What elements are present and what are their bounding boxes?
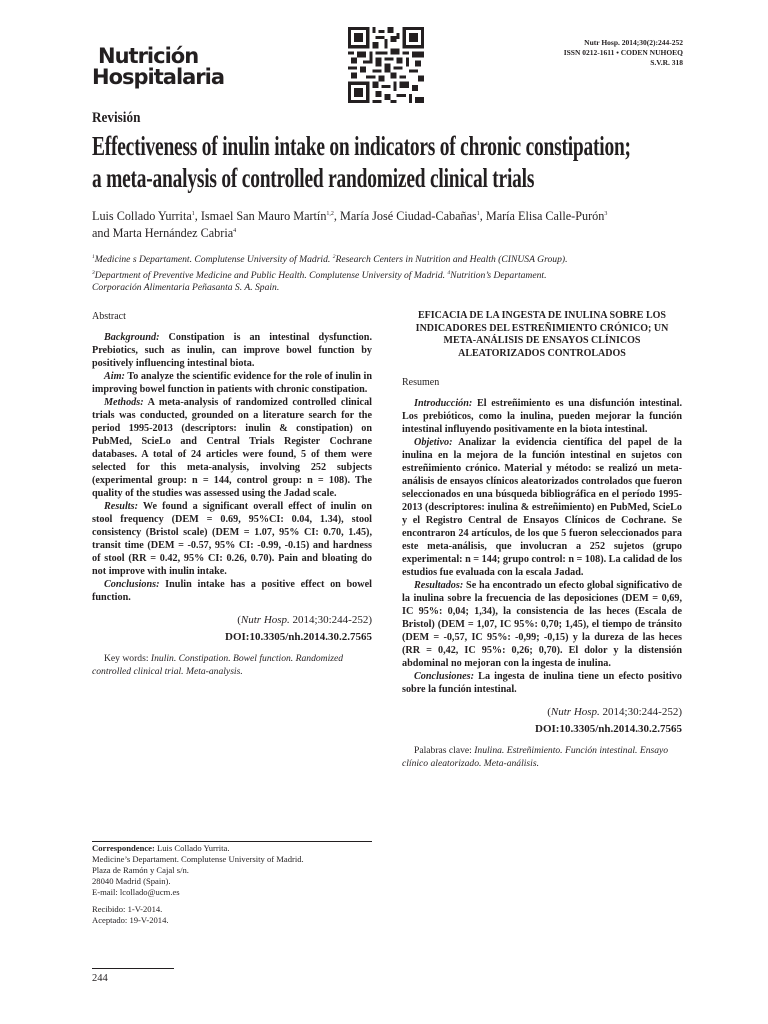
title-line-1: Effectiveness of inulin intake on indicators of chronic constipation; [92, 131, 631, 161]
correspondence-name: Luis Collado Yurrita. [154, 843, 230, 853]
journal-svr: S.V.R. 318 [650, 58, 683, 67]
spanish-title: EFICACIA DE LA INGESTA DE INULINA SOBRE LOS INDICADORES DEL ESTREÑIMIENTO CRÓNICO; UN META-ANÁLISIS DE ENSAYOS CLÍNICOS ALEATORIZADOS CONTROLADOS [415, 310, 669, 359]
correspondence-address: Plaza de Ramón y Cajal s/n. [92, 865, 189, 875]
keywords-values: Inulin. Constipation. Bowel function. Randomized controlled clinical trial. Meta-analysis. [92, 653, 344, 677]
doi-link[interactable]: DOI:10.3305/nh.2014.30.2.7565 [225, 631, 372, 643]
journal-logo [92, 46, 224, 88]
author-name: Luis Collado Yurrita [92, 209, 192, 224]
abstract-paragraph [92, 331, 372, 370]
paragraph-lead: Conclusions: [104, 579, 160, 590]
author-name: Ismael San Mauro Martín [200, 209, 327, 224]
resumen-paragraph [402, 670, 682, 696]
correspondence-email[interactable]: E-mail: lcollado@ucm.es [92, 887, 180, 897]
paragraph-text: El estreñimiento es una disfunción intestinal. Los prebióticos, como la inulina, pueden mejorar la función intestinal influyendo positivamente en la biota intestinal. [402, 398, 682, 435]
paragraph-text: We found a significant overall effect of inulin on stool frequency (DEM = 0.69, 95%CI: 0.04, 1.34), stool consistency (Bristol scale) (DEM = 1.07, 95% CI: 0.70, 1.45), transit time (DEM = -0.57, 95% CI: -0.99, -0.15) and hardness of stool (RR = 0.42, 95% CI: 0.26, 0.70). Pain and bloating do not improve with inulin intake. [92, 501, 372, 577]
cite-journal: Nutr Hosp. [550, 706, 600, 718]
cite-prefix: ( [237, 614, 241, 626]
abstract-paragraph [92, 578, 372, 604]
keywords-label: Key words: [104, 653, 151, 664]
affil-sup: 2 [332, 254, 336, 260]
doi-link[interactable]: DOI:10.3305/nh.2014.30.2.7565 [535, 723, 682, 735]
abstract-paragraph [92, 370, 372, 396]
author-sup: 1 [476, 211, 480, 217]
author-list: Luis Collado Yurrita$^1$, Ismael San Mauro Martín$^{1,2}$, María José Ciudad-Cabañas$^1$, María Elisa Calle-Purón$^3$ and Marta Hernández Cabria$^4$ [92, 209, 608, 241]
affiliation: Corporación Alimentaria Peñasanta S. A. Spain. [92, 282, 280, 294]
author-sup: 4 [233, 228, 237, 235]
affiliation: Nutrition’s Departament. [450, 269, 547, 281]
abstract-heading: Abstract [92, 311, 126, 322]
paragraph-text: To analyze the scientific evidence for the role of inulin in improving bowel function in patients with chronic constipation. [92, 371, 372, 395]
keywords-label: Palabras clave: [414, 745, 475, 756]
author-sup: 3 [604, 211, 608, 217]
keywords [92, 652, 372, 678]
paragraph-lead: Results: [104, 501, 138, 512]
author-sup: 1,2 [326, 211, 334, 217]
paragraph-text: Inulin intake has a positive effect on bowel function. [92, 579, 372, 603]
accepted-date: Aceptado: 19-V-2014. [92, 915, 169, 925]
resumen-heading: Resumen [402, 377, 440, 388]
paragraph-text: Analizar la evidencia científica del papel de la inulina en la mejora de la función intestinal en sujetos con estreñimiento crónico. Material y método: se realizó un meta-análisis de ensayos clínicos aleatorizados controlados que fueron seleccionados en una búsqueda bibliográfica en el período 1995-2013 (descriptores: inulina & estreñimiento) en PubMed, ScieLo y el Registro Central de Ensayos Clínicos de Cochrane. Se encontraron 24 artículos, de los que 5 fueron seleccionados para este meta-análisis, que involucran a 252 sujetos (grupo experimental: n = 144; grupo control: n = 108). La calidad de los estudios fue evaluada con la escala Jadad. [402, 437, 682, 578]
page-number-divider [92, 968, 174, 969]
abstract-paragraph [92, 396, 372, 500]
affil-sup: 3 [92, 269, 95, 276]
paragraph-lead: Conclusiones: [414, 671, 475, 682]
paragraph-lead: Background: [104, 332, 160, 343]
cite-rest: 2014;30:244-252) [289, 614, 372, 626]
author-name: María José Ciudad-Cabañas [340, 209, 477, 224]
abstract-paragraph [92, 500, 372, 578]
section-label: Revisión [92, 110, 141, 126]
correspondence-block [92, 843, 372, 926]
affil-sup: 1 [92, 254, 95, 260]
author-sup: 1 [191, 211, 195, 217]
citation [402, 706, 682, 719]
affiliation: Department of Preventive Medicine and Public Health. Complutense University of Madrid. [94, 269, 446, 281]
journal-citation: Nutr Hosp. 2014;30(2):244-252 [584, 38, 683, 47]
resumen-paragraph [402, 397, 682, 436]
paragraph-lead: Resultados: [414, 580, 464, 591]
paragraph-text: Constipation is an intestinal dysfunction. Prebiotics, such as inulin, can improve bowel function by positively influencing intestinal biota. [92, 332, 372, 369]
page-number: 244 [92, 973, 108, 984]
citation [92, 614, 372, 627]
abstract-spanish [402, 310, 682, 770]
journal-reference [564, 38, 683, 68]
qr-code-icon [348, 27, 424, 103]
resumen-paragraph [402, 579, 682, 670]
paragraph-lead: Introducción: [414, 398, 473, 409]
keywords-values: Inulina. Estreñimiento. Función intestinal. Ensayo clínico aleatorizado. Meta-análisis. [402, 745, 669, 769]
correspondence-label: Correspondence: [92, 843, 155, 853]
article-title [92, 130, 631, 194]
correspondence-name-line [92, 843, 372, 854]
author-name: María Elisa Calle-Purón [485, 209, 605, 224]
cite-prefix: ( [547, 706, 551, 718]
author-name: Marta Hernández Cabria [112, 226, 234, 241]
resumen-paragraph [402, 436, 682, 579]
paragraph-text: A meta-analysis of randomized controlled clinical trials was conducted, grounded on a literature search for the period 1995-2013 (descriptors: inulin & constipation) on PubMed, ScieLo and Central Trials Register Cochrane databases. A total of 24 articles were found, 5 of them were selected for this meta-analysis, involving 252 subjects (experimental group: n = 144, control group: n = 108). The quality of the studies was assessed using the Jadad scale. [92, 397, 372, 499]
cite-journal: Nutr Hosp. [240, 614, 290, 626]
keywords [402, 744, 682, 770]
paragraph-text: La ingesta de inulina tiene un efecto positivo sobre la función intestinal. [402, 671, 682, 695]
logo-line-2: Hospitalaria [92, 65, 225, 89]
affiliation: Medicine s Departament. Complutense University of Madrid. [94, 254, 331, 266]
logo-line-1: Nutrición [98, 44, 199, 68]
paragraph-lead: Objetivo: [414, 437, 453, 448]
journal-issn: ISSN 0212-1611 • CODEN NUHOEQ [563, 48, 683, 57]
paragraph-text: Se ha encontrado un efecto global significativo de la inulina sobre la frecuencia de las deposiciones (DEM = 0,69, IC 95%: 0,04; 1,34), la consistencia de las heces (Escala de Bristol) (DEM = 1,07, IC 95%: 0,70; 1,45), el tiempo de tránsito (DEM = -0,57, IC 95%: -0,99; -0,15) y la dureza de las heces (RR = 0,42, IC 95%: 0,26; 0,70). El dolor y la distensión abdominal no mejoran con la ingesta de inulina. [402, 580, 682, 669]
paragraph-lead: Aim: [104, 371, 125, 382]
affiliation: Research Centers in Nutrition and Health (CINUSA Group). [335, 254, 568, 266]
received-date: Recibido: 1-V-2014. [92, 904, 163, 914]
title-line-2: a meta-analysis of controlled randomized clinical trials [92, 163, 535, 193]
abstract-english [92, 310, 372, 678]
cite-rest: 2014;30:244-252) [599, 706, 682, 718]
affil-sup: 4 [447, 269, 451, 276]
correspondence-address: Medicine’s Departament. Complutense University of Madrid. [92, 854, 304, 864]
paragraph-lead: Methods: [104, 397, 144, 408]
affiliations [92, 251, 692, 295]
footnote-divider [92, 841, 372, 842]
correspondence-address: 28040 Madrid (Spain). [92, 876, 171, 886]
